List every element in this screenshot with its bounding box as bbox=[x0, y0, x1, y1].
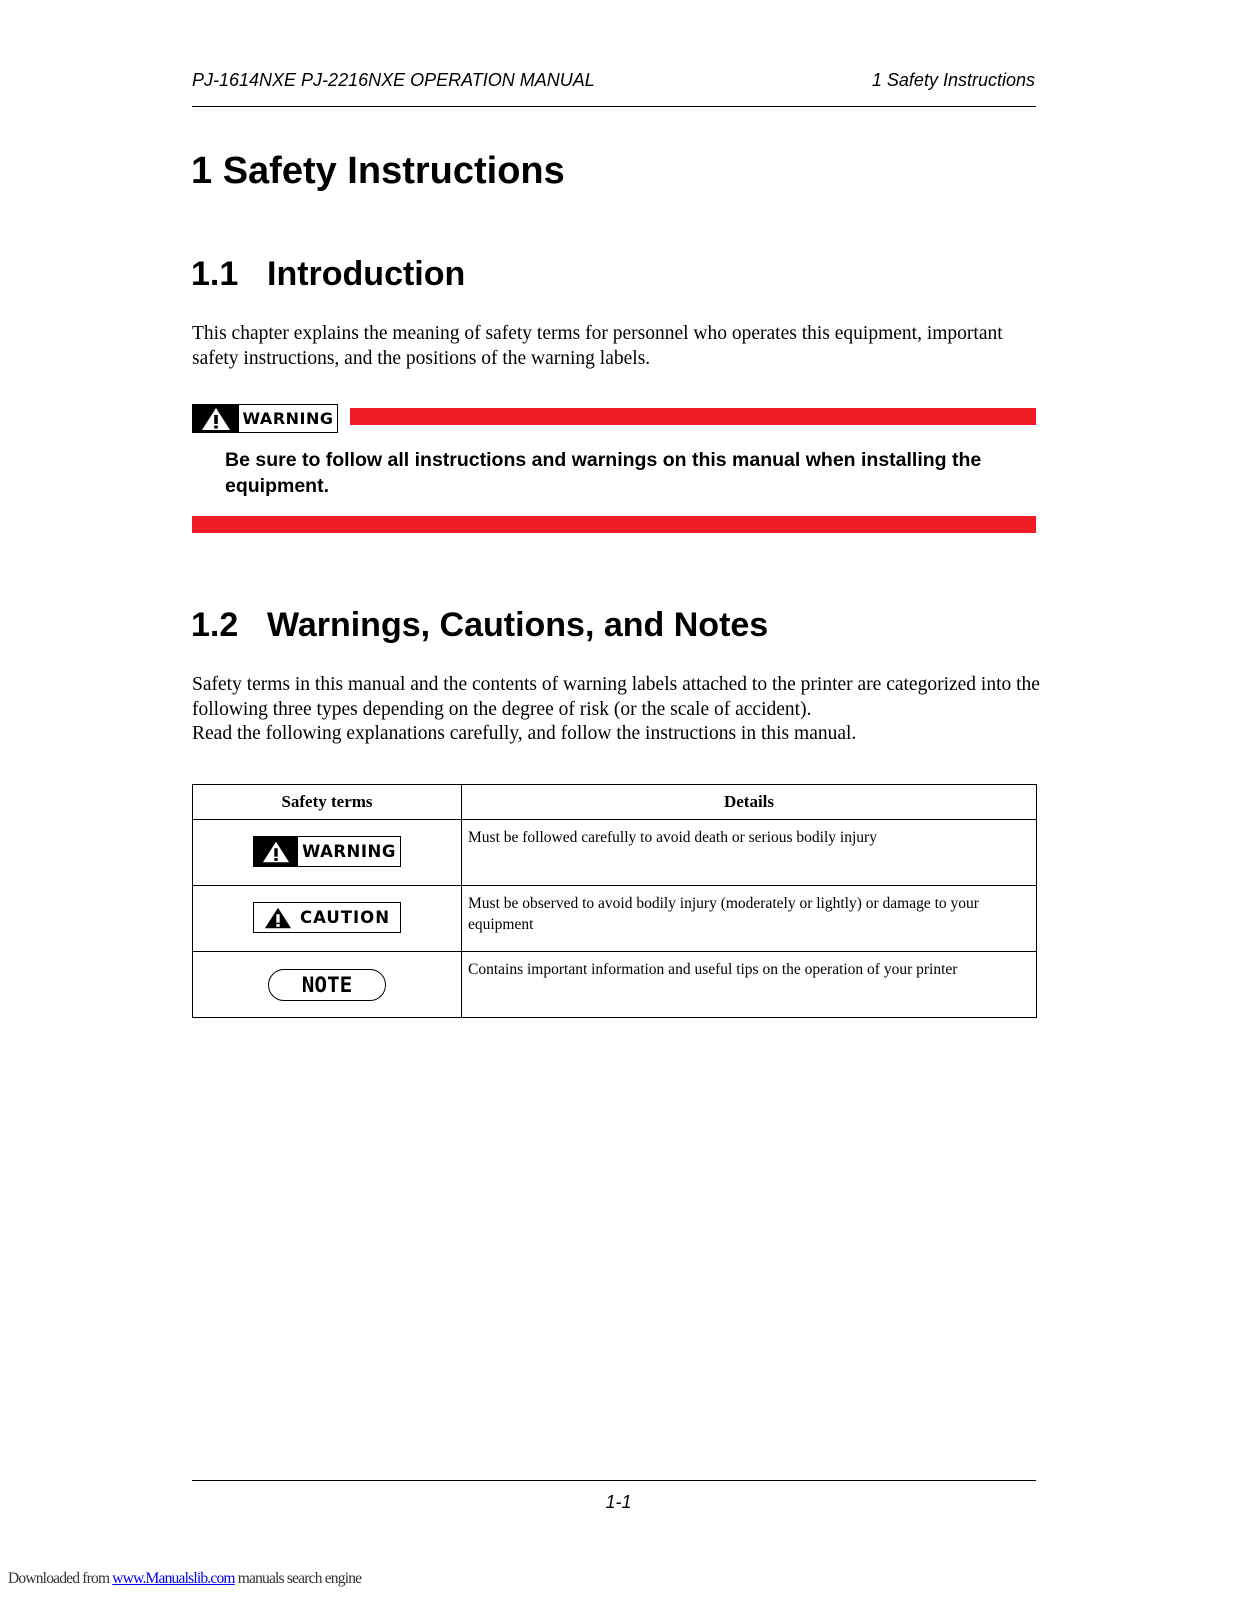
warning-text: Be sure to follow all instructions and warnings on this manual when installing the equipment. bbox=[225, 449, 982, 497]
term-cell bbox=[193, 820, 462, 886]
terms-text-2: Read the following explanations carefully, and follow the instructions in this manual. bbox=[192, 723, 857, 744]
section-heading-introduction bbox=[191, 255, 465, 294]
table-row bbox=[193, 820, 1037, 886]
warning-badge bbox=[253, 836, 401, 867]
term-cell bbox=[193, 952, 462, 1018]
table-header-row bbox=[193, 785, 1037, 820]
warning-triangle-icon bbox=[254, 837, 298, 866]
terms-paragraph bbox=[192, 673, 1042, 747]
note-badge: NOTE bbox=[268, 969, 386, 1001]
page-number: 1-1 bbox=[605, 1492, 632, 1512]
table-row bbox=[193, 886, 1037, 952]
warning-top-bar bbox=[350, 408, 1036, 425]
safety-terms-table bbox=[192, 784, 1037, 1018]
running-header-title: PJ-1614NXE PJ-2216NXE OPERATION MANUAL bbox=[192, 70, 595, 90]
warning-bottom-bar bbox=[192, 516, 1036, 533]
section-title: Warnings, Cautions, and Notes bbox=[267, 606, 769, 644]
table-row bbox=[193, 952, 1037, 1018]
detail-cell: Must be observed to avoid bodily injury (moderately or lightly) or damage to your equipment bbox=[462, 886, 1037, 952]
intro-text: This chapter explains the meaning of safety terms for personnel who operates this equipment, important safety instructions, and the positions of the warning labels. bbox=[192, 323, 1003, 369]
section-title: Introduction bbox=[267, 255, 466, 293]
footer-prefix: Downloaded from bbox=[8, 1570, 113, 1587]
chapter-title: 1 Safety Instructions bbox=[191, 150, 565, 192]
caution-badge bbox=[253, 902, 401, 933]
footer-suffix: manuals search engine bbox=[234, 1570, 362, 1587]
column-header-details: Details bbox=[462, 785, 1037, 820]
intro-paragraph bbox=[192, 322, 1042, 371]
download-footer bbox=[8, 1570, 361, 1588]
footer-rule bbox=[192, 1480, 1036, 1481]
detail-cell: Must be followed carefully to avoid death or serious bodily injury bbox=[462, 820, 1037, 886]
warning-label bbox=[192, 404, 338, 433]
running-header-chapter: 1 Safety Instructions bbox=[871, 70, 1035, 90]
caution-triangle-icon bbox=[264, 906, 292, 930]
warning-triangle-icon bbox=[193, 405, 239, 432]
warning-badge-text: WARNING bbox=[302, 842, 396, 862]
section-number: 1.1 bbox=[191, 255, 239, 293]
caution-badge-text: CAUTION bbox=[300, 908, 390, 928]
warning-label-text: WARNING bbox=[242, 409, 334, 428]
detail-cell: Contains important information and useful tips on the operation of your printer bbox=[462, 952, 1037, 1018]
manualslib-link[interactable]: www.Manualslib.com bbox=[112, 1570, 235, 1587]
header-rule bbox=[192, 106, 1036, 107]
terms-text-1: Safety terms in this manual and the contents of warning labels attached to the printer are categorized into the following three types depending on the degree of risk (or the scale of accident). bbox=[192, 674, 1040, 720]
column-header-terms: Safety terms bbox=[193, 785, 462, 820]
term-cell bbox=[193, 886, 462, 952]
section-number: 1.2 bbox=[191, 606, 239, 644]
section-heading-terms bbox=[191, 606, 768, 645]
